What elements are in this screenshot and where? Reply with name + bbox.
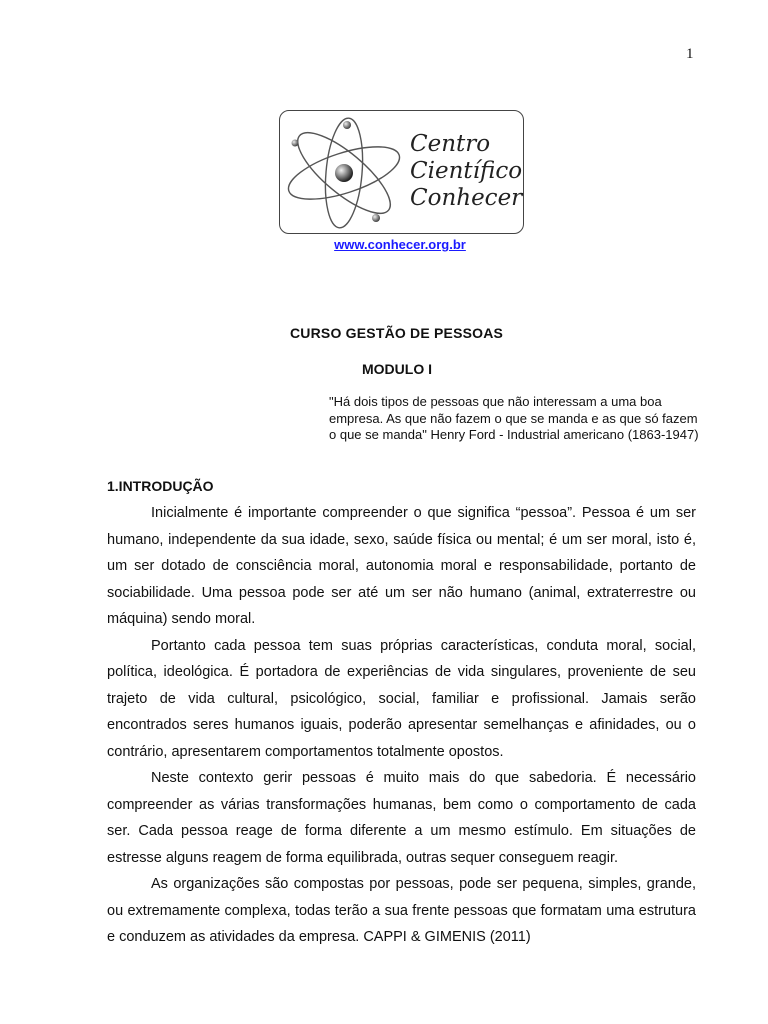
section-heading: 1.INTRODUÇÃO — [107, 478, 214, 494]
logo-line: Científico — [410, 158, 523, 184]
logo-line: Centro — [410, 131, 491, 157]
paragraph: As organizações são compostas por pessoas, pode ser pequena, simples, grande, ou extremamente complexa, todas terão a sua frente pessoas que formatam uma estrutura e conduzem as atividades da empresa. CAPPI & GIMENIS (2011) — [107, 876, 696, 945]
body-text — [107, 500, 696, 951]
logo-text — [410, 131, 522, 212]
logo-line: Conhecer — [410, 185, 523, 211]
website-link[interactable]: www.conhecer.org.br — [334, 237, 466, 252]
logo — [279, 110, 524, 234]
course-title: CURSO GESTÃO DE PESSOAS — [290, 325, 504, 341]
paragraph: Portanto cada pessoa tem suas próprias características, conduta moral, social, política, ideológica. É portadora de experiências de vida singulares, proveniente de seu trajeto de vida cultural, psicológico, social, familiar e profissional. Jamais serão encontrados seres humanos iguais, poderão apresentar semelhanças e afinidades, ou o contrário, apresentarem comportamentos totalmente opostos. — [107, 637, 696, 760]
page-number: 1 — [686, 46, 694, 62]
module-title: MODULO I — [362, 361, 432, 377]
paragraph: Inicialmente é importante compreender o que significa “pessoa”. Pessoa é um ser humano, independente da sua idade, sexo, saúde física ou mental; é um ser moral, isto é, um ser dotado de consciência moral, autonomia moral e responsabilidade, portanto de sociabilidade. Uma pessoa pode ser até um ser não humano (animal, extraterrestre ou máquina) sendo moral. — [107, 505, 696, 627]
epigraph-quote: "Há dois tipos de pessoas que não interessam a uma boa empresa. As que não fazem o que se manda e as que só fazem o que se manda" Henry Ford - Industrial americano (1863-1947) — [329, 394, 699, 442]
paragraph: Neste contexto gerir pessoas é muito mais do que sabedoria. É necessário compreender as várias transformações humanas, bem como o comportamento de cada ser. Cada pessoa reage de forma diferente a um mesmo estímulo. Em situações de estresse alguns reagem de forma equilibrada, outras sequer conseguem reagir. — [107, 770, 696, 866]
